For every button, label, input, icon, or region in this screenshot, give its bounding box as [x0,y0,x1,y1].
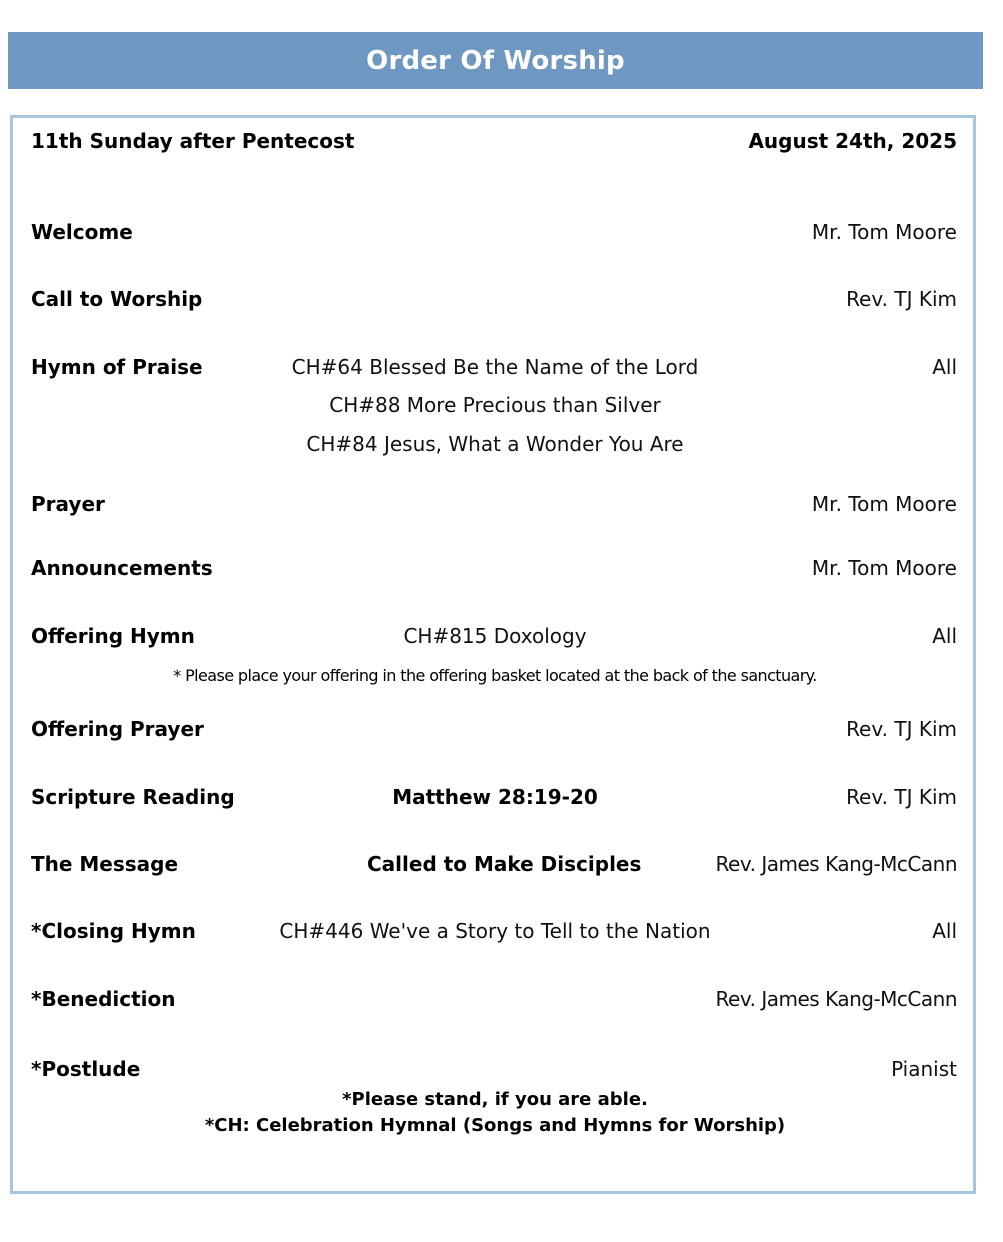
call-to-worship-leader: Rev. TJ Kim [846,287,957,311]
hymn-of-praise-hymn-2: CH#88 More Precious than Silver [329,393,661,417]
page-title: Order Of Worship [366,45,625,76]
postlude-leader: Pianist [891,1057,957,1081]
benediction-leader: Rev. James Kang-McCann [715,987,957,1011]
offering-hymn-title: CH#815 Doxology [403,624,587,648]
service-occasion: 11th Sunday after Pentecost [31,129,355,153]
offering-prayer-leader: Rev. TJ Kim [846,717,957,741]
message-label: The Message [31,852,179,876]
prayer-leader: Mr. Tom Moore [811,492,957,516]
scripture-passage: Matthew 28:19-20 [392,785,598,809]
postlude-label: *Postlude [31,1057,141,1081]
closing-hymn-label: *Closing Hymn [31,919,196,943]
offering-note: * Please place your offering in the offering basket located at the back of the sanctuary. [173,666,817,685]
announcements-label: Announcements [31,556,213,580]
announcements-leader: Mr. Tom Moore [811,556,957,580]
hymn-of-praise-hymn-1: CH#64 Blessed Be the Name of the Lord [291,355,699,379]
message-title: Called to Make Disciples [367,852,642,876]
stand-note: *Please stand, if you are able. [342,1089,648,1110]
offering-hymn-label: Offering Hymn [31,624,195,648]
prayer-label: Prayer [31,492,105,516]
hymn-of-praise-label: Hymn of Praise [31,355,203,379]
hymn-of-praise-leader: All [932,355,957,379]
scripture-reading-leader: Rev. TJ Kim [846,785,957,809]
scripture-reading-label: Scripture Reading [31,785,235,809]
service-date: August 24th, 2025 [748,129,957,153]
welcome-leader: Mr. Tom Moore [811,220,957,244]
closing-hymn-title: CH#446 We've a Story to Tell to the Nation [279,919,711,943]
bulletin-frame [10,115,976,1194]
hymnal-note: *CH: Celebration Hymnal (Songs and Hymns for Worship) [204,1115,786,1136]
benediction-label: *Benediction [31,987,176,1011]
closing-hymn-leader: All [932,919,957,943]
offering-hymn-leader: All [932,624,957,648]
header-banner [8,32,983,89]
welcome-label: Welcome [31,220,133,244]
offering-prayer-label: Offering Prayer [31,717,204,741]
hymn-of-praise-hymn-3: CH#84 Jesus, What a Wonder You Are [306,432,684,456]
message-leader: Rev. James Kang-McCann [715,852,957,876]
call-to-worship-label: Call to Worship [31,287,203,311]
